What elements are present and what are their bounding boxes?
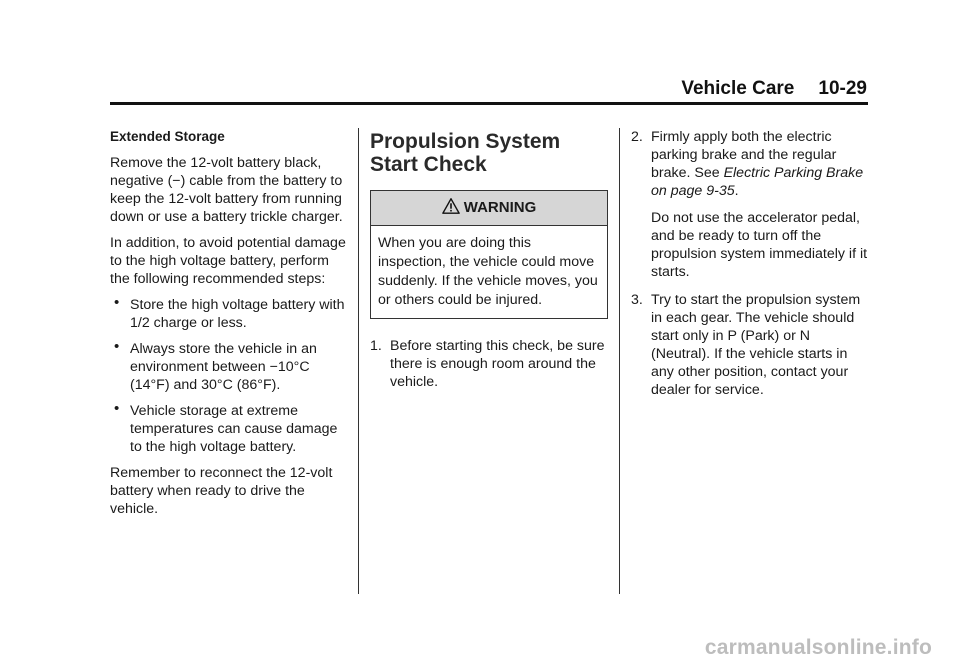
column-divider-1 bbox=[358, 128, 359, 594]
column-3 bbox=[631, 128, 871, 409]
warning-text: When you are doing this inspection, the vehicle could move suddenly. If the vehicle moves, you or others could be injured. bbox=[378, 235, 598, 308]
step-number: 3. bbox=[631, 292, 643, 308]
paragraph: In addition, to avoid potential damage to the high voltage battery, perform the following recommended steps: bbox=[110, 235, 346, 287]
step-text bbox=[651, 128, 871, 200]
column-divider-2 bbox=[619, 128, 620, 594]
list-item bbox=[631, 128, 871, 281]
page-reference-link[interactable]: Electric Parking Brake on page 9-35 bbox=[651, 165, 864, 199]
list-item-text: Store the high voltage battery with 1/2 charge or less. bbox=[130, 297, 345, 331]
header-rule bbox=[110, 102, 868, 105]
list-item-text: Vehicle storage at extreme temperatures can cause damage to the high voltage battery. bbox=[130, 403, 338, 455]
list-item-text: Always store the vehicle in an environment between −10°C (14°F) and 30°C (86°F). bbox=[130, 341, 317, 393]
section-title: Propulsion System Start Check bbox=[370, 130, 561, 176]
header-section: Vehicle Care bbox=[681, 78, 795, 99]
warning-label: WARNING bbox=[463, 199, 537, 216]
paragraph: Remember to reconnect the 12-volt battery when ready to drive the vehicle. bbox=[110, 465, 333, 517]
step-text-part: Firmly apply both the electric parking brake and the regular brake. See bbox=[651, 129, 837, 181]
bullet-icon: • bbox=[114, 294, 120, 311]
list-item bbox=[370, 337, 610, 391]
bullet-icon: • bbox=[114, 400, 120, 417]
column-1 bbox=[110, 128, 350, 526]
list-item bbox=[110, 402, 350, 456]
step-number: 1. bbox=[370, 338, 382, 354]
steps-list bbox=[370, 337, 610, 391]
list-item bbox=[110, 340, 350, 394]
subhead-extended-storage: Extended Storage bbox=[110, 129, 225, 144]
bullet-list bbox=[110, 296, 350, 456]
step-note: Do not use the accelerator pedal, and be ready to turn off the propulsion system immediately if it starts. bbox=[651, 210, 868, 280]
step-text-part: . bbox=[734, 183, 739, 199]
warning-box bbox=[370, 190, 608, 319]
step-text: Before starting this check, be sure there is enough room around the vehicle. bbox=[390, 338, 605, 390]
page-header bbox=[681, 78, 867, 100]
column-2 bbox=[370, 128, 610, 401]
header-page-number: 10-29 bbox=[818, 78, 867, 99]
warning-header bbox=[371, 191, 607, 226]
bullet-icon: • bbox=[114, 338, 120, 355]
list-item bbox=[110, 296, 350, 332]
steps-list bbox=[631, 128, 871, 399]
warning-triangle-icon bbox=[442, 197, 460, 220]
watermark: carmanualsonline.info bbox=[704, 636, 932, 659]
paragraph: Remove the 12-volt battery black, negative (−) cable from the battery to keep the 12-volt battery from running down or use a battery trickle charger. bbox=[110, 155, 343, 225]
step-text: Try to start the propulsion system in each gear. The vehicle should start only in P (Park) or N (Neutral). If the vehicle starts in any other position, contact your dealer for service. bbox=[651, 292, 861, 398]
step-number: 2. bbox=[631, 129, 643, 145]
list-item bbox=[631, 291, 871, 399]
